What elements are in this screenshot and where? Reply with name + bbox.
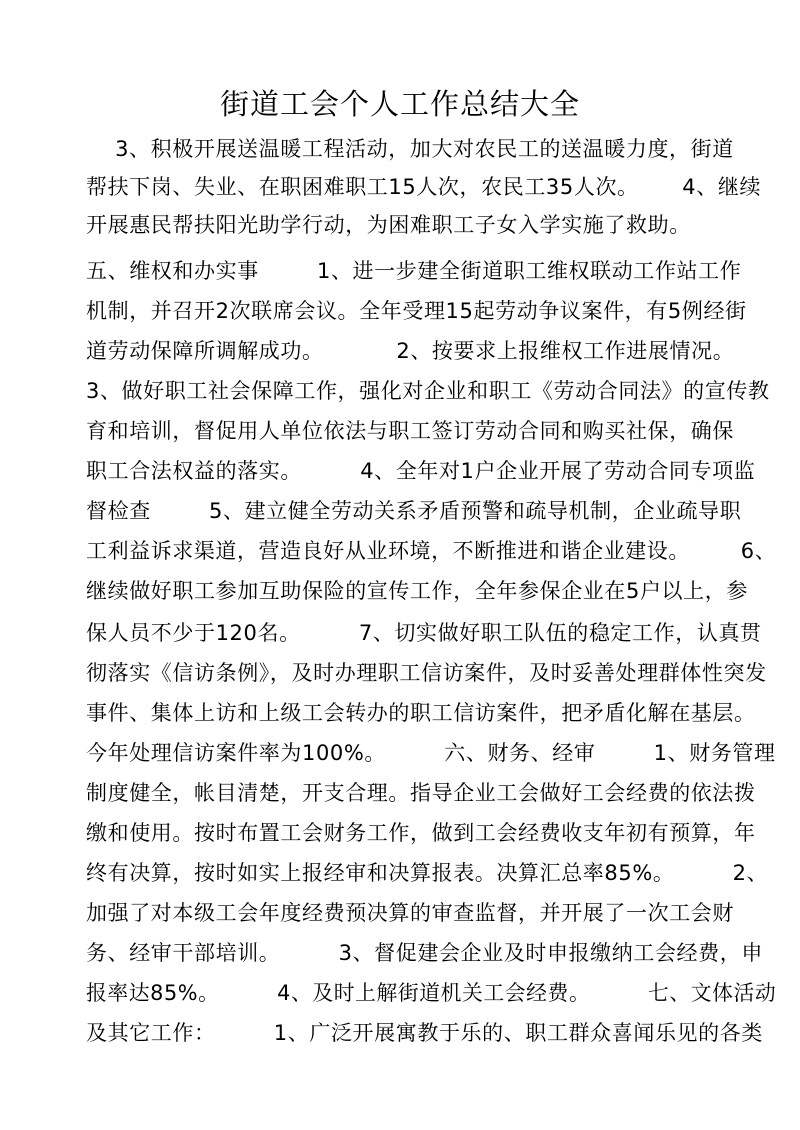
text-line: 终有决算，按时如实上报经审和决算报表。决算汇总率85%。 2、 [86, 861, 769, 885]
text-line: 五、维权和办实事 1、进一步建全街道职工维权联动工作站工作 [86, 259, 742, 283]
text-line: 开展惠民帮扶阳光助学行动，为困难职工子女入学实施了救助。 [86, 213, 691, 237]
text-line: 道劳动保障所调解成功。 2、按要求上报维权工作进展情况。 [86, 339, 735, 363]
text-line: 加强了对本级工会年度经费预决算的审查监督，并开展了一次工会财 [86, 901, 734, 925]
document-title: 街道工会个人工作总结大全 [219, 87, 580, 121]
text-line: 保人员不少于120名。 7、切实做好职工队伍的稳定工作，认真贯 [86, 621, 762, 645]
text-line: 督检查 5、建立健全劳动关系矛盾预警和疏导机制，企业疏导职 [86, 499, 742, 523]
text-line: 3、积极开展送温暖工程活动，加大对农民工的送温暖力度，街道 [86, 137, 734, 161]
text-line: 缴和使用。按时布置工会财务工作，做到工会经费收支年初有预算，年 [86, 821, 756, 845]
text-line: 务、经审干部培训。 3、督促建会企业及时申报缴纳工会经费，申 [86, 941, 763, 965]
text-line: 机制，并召开2次联席会议。全年受理15起劳动争议案件，有5例经街 [86, 299, 747, 323]
text-line: 继续做好职工参加互助保险的宣传工作，全年参保企业在5户以上，参 [86, 579, 748, 603]
text-line: 今年处理信访案件率为100%。 六、财务、经审 1、财务管理 [86, 741, 776, 765]
text-line: 职工合法权益的落实。 4、全年对1户企业开展了劳动合同专项监 [86, 459, 756, 483]
text-line: 及其它工作： 1、广泛开展寓教于乐的、职工群众喜闻乐见的各类 [86, 1021, 763, 1045]
text-line: 工利益诉求渠道，营造良好从业环境，不断推进和谐企业建设。 6、 [86, 539, 777, 563]
text-line: 3、做好职工社会保障工作，强化对企业和职工《劳动合同法》的宣传教 [86, 379, 770, 403]
text-line: 彻落实《信访条例》，及时办理职工信访案件，及时妥善处理群体性突发 [86, 661, 767, 685]
text-line: 帮扶下岗、失业、在职困难职工15人次，农民工35人次。 4、继续 [86, 175, 762, 199]
text-line: 事件、集体上访和上级工会转办的职工信访案件，把矛盾化解在基层。 [86, 701, 756, 725]
text-line: 育和培训，督促用人单位依法与职工签订劳动合同和购买社保，确保 [86, 419, 734, 443]
text-line: 制度健全，帐目清楚，开支合理。指导企业工会做好工会经费的依法拨 [86, 781, 756, 805]
text-line: 报率达85%。 4、及时上解街道机关工会经费。 七、文体活动 [86, 981, 777, 1005]
